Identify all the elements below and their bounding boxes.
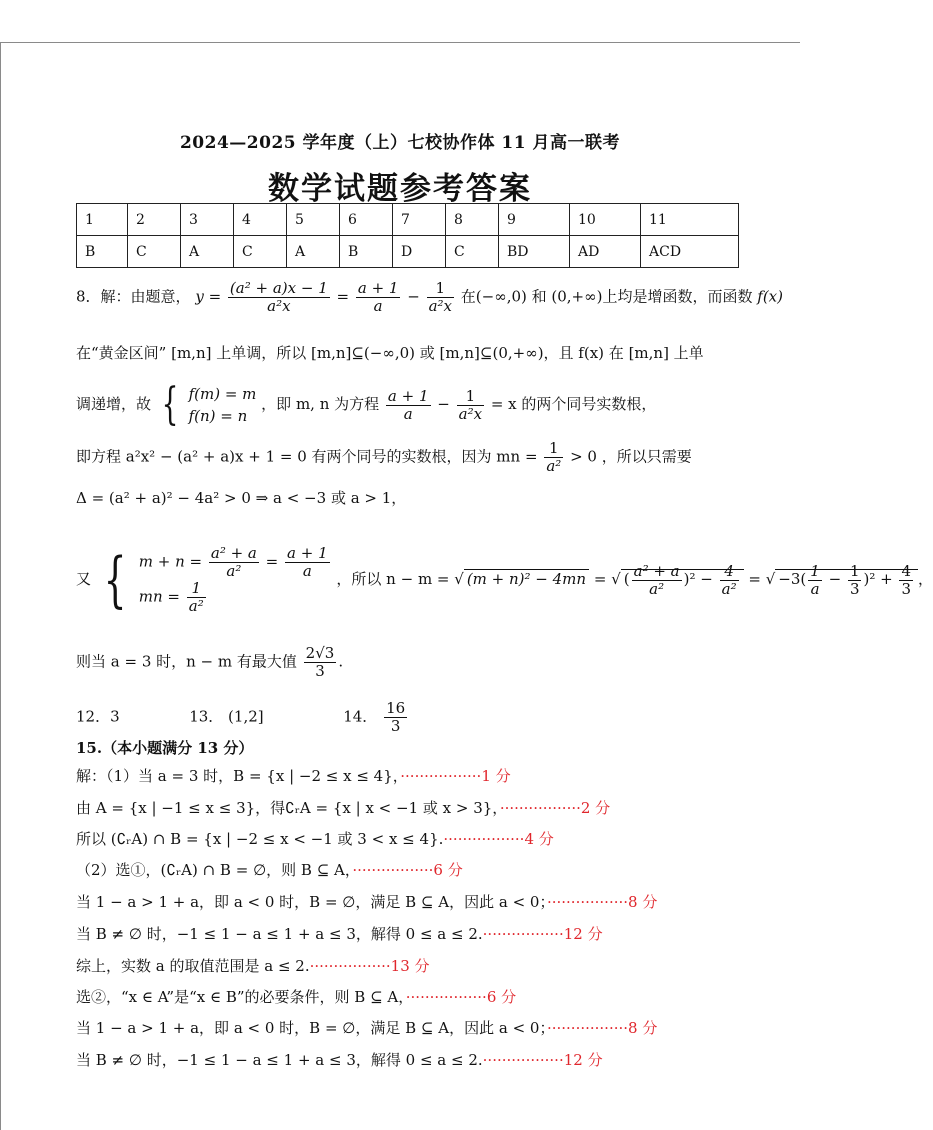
step-text: 选②，“x ∈ A”是“x ∈ B”的必要条件，则 B ⊆ A， bbox=[76, 988, 406, 1006]
question-number: 3 bbox=[181, 204, 234, 236]
page-title: 数学试题参考答案 bbox=[268, 171, 532, 207]
fraction-numerator: 1 bbox=[544, 440, 563, 458]
fraction-numerator: 1 bbox=[457, 388, 484, 406]
score-marker: ·················13 分 bbox=[309, 957, 430, 975]
fraction-denominator: 3 bbox=[849, 579, 860, 598]
q8-text: (−∞,0) 和 (0,+∞) bbox=[475, 287, 603, 306]
q15-step bbox=[76, 1018, 657, 1038]
step-text: 由 A = {x | −1 ≤ x ≤ 3}，得∁ᵣA = {x | x < −1 或 x > 3}， bbox=[76, 799, 500, 817]
answer-cell: B bbox=[340, 236, 393, 268]
question-number: 7 bbox=[393, 204, 446, 236]
score-marker: ·················12 分 bbox=[482, 925, 603, 943]
fraction-numerator: 16 bbox=[386, 699, 406, 717]
fraction-denominator: a bbox=[302, 562, 312, 580]
step-text: 当 1 − a > 1 + a，即 a < 0 时，B = ∅，满足 B ⊆ A，因此 a < 0； bbox=[76, 1019, 547, 1037]
equation-system bbox=[189, 383, 257, 427]
q15-step bbox=[76, 1050, 603, 1070]
answer-q14: 14． bbox=[343, 707, 378, 726]
q8-text: + bbox=[880, 570, 893, 588]
fraction bbox=[386, 388, 431, 423]
q8-text: ， bbox=[918, 570, 933, 588]
answer-cell: D bbox=[393, 236, 446, 268]
equation: mn = bbox=[138, 587, 180, 606]
answer-table-number-row bbox=[77, 204, 739, 236]
q8-text: 调递增，故 bbox=[76, 395, 152, 413]
q8-text: . bbox=[338, 652, 344, 671]
q8-text: > 0 ，所以只需要 bbox=[570, 447, 692, 466]
q8-text: y bbox=[195, 287, 204, 306]
q15-step bbox=[76, 860, 463, 880]
q8-text: = x 的两个同号实数根， bbox=[490, 395, 657, 413]
fraction-numerator: 1 bbox=[810, 561, 820, 580]
equation: f(n) = n bbox=[188, 407, 248, 425]
fraction-denominator: a² bbox=[649, 579, 665, 598]
answer-cell: AD bbox=[570, 236, 641, 268]
q8-line-7 bbox=[76, 645, 343, 680]
q8-text: 又 bbox=[76, 570, 92, 588]
fraction-denominator: a bbox=[373, 297, 383, 315]
fraction-denominator: a² bbox=[188, 597, 204, 615]
left-brace: { bbox=[103, 545, 127, 615]
fraction-denominator: 3 bbox=[390, 717, 401, 735]
question-number: 6 bbox=[340, 204, 393, 236]
answer-q12: 12．3 bbox=[76, 707, 120, 726]
fraction-denominator: a bbox=[810, 579, 820, 598]
question-number: 2 bbox=[128, 204, 181, 236]
fill-in-answers bbox=[76, 700, 409, 735]
q15-heading: 15.（本小题满分 13 分） bbox=[76, 739, 254, 757]
step-text: 解：（1）当 a = 3 时，B = {x | −2 ≤ x ≤ 4}， bbox=[76, 767, 401, 785]
fraction-denominator: a bbox=[403, 404, 413, 423]
fraction bbox=[720, 563, 739, 598]
fraction bbox=[285, 545, 330, 580]
fraction-numerator: 1 bbox=[849, 561, 860, 580]
q8-line-3: 调递增，故 { f(m) = m f(n) = n ，即 m, n 为方程 $\frac{a + 1}{a}$ − $\frac{1}{\text{a²x}}$ = x 的两个同号实数根， bbox=[76, 379, 657, 430]
fraction-numerator: (a² + a)x − 1 bbox=[229, 279, 328, 297]
fraction-denominator: a² bbox=[721, 579, 737, 598]
fraction-denominator: a² bbox=[226, 562, 242, 580]
fraction bbox=[848, 563, 862, 598]
question-number: 5 bbox=[287, 204, 340, 236]
answer-cell: B bbox=[77, 236, 128, 268]
step-text: 当 1 − a > 1 + a，即 a < 0 时，B = ∅，满足 B ⊆ A，因此 a < 0； bbox=[76, 893, 547, 911]
fraction bbox=[457, 388, 484, 423]
equation-system bbox=[139, 545, 332, 615]
score-marker: ·················4 分 bbox=[443, 830, 554, 848]
q8-text: −3 bbox=[778, 570, 801, 588]
fraction-denominator: a² bbox=[546, 457, 562, 475]
answer-cell: C bbox=[446, 236, 499, 268]
q8-text: f(x) bbox=[757, 287, 783, 306]
fraction bbox=[427, 280, 454, 315]
q15-step bbox=[76, 956, 430, 976]
page-border-top bbox=[0, 42, 800, 43]
q15-step bbox=[76, 924, 603, 944]
score-marker: ·················6 分 bbox=[405, 988, 517, 1006]
fraction-numerator: 2√3 bbox=[305, 644, 335, 662]
fraction bbox=[544, 440, 563, 475]
answer-cell: A bbox=[181, 236, 234, 268]
step-text: 所以 (∁ᵣA) ∩ B = {x | −2 ≤ x < −1 或 3 < x ≤ 4}. bbox=[76, 830, 444, 848]
fraction-denominator: 3 bbox=[901, 579, 912, 598]
step-text: 综上，实数 a 的取值范围是 a ≤ 2. bbox=[76, 957, 310, 975]
score-marker: ·················2 分 bbox=[499, 799, 611, 817]
step-text: 当 B ≠ ∅ 时，−1 ≤ 1 − a ≤ 1 + a ≤ 3，解得 0 ≤ a ≤ 2. bbox=[76, 925, 483, 943]
score-marker: ·················8 分 bbox=[546, 893, 658, 911]
fraction-denominator: 3 bbox=[315, 662, 325, 680]
q8-text: = bbox=[748, 570, 761, 588]
fraction-numerator: a² + a bbox=[210, 544, 257, 562]
left-brace: { bbox=[161, 379, 179, 430]
equation: m + n = bbox=[138, 552, 203, 571]
answer-cell: C bbox=[234, 236, 287, 268]
fraction-denominator: a²x bbox=[458, 404, 483, 423]
fraction-numerator: 1 bbox=[187, 580, 206, 598]
answer-cell: A bbox=[287, 236, 340, 268]
answer-table bbox=[76, 203, 739, 268]
q8-text: 则当 a = 3 时，n − m 有最大值 bbox=[76, 652, 297, 671]
fraction bbox=[899, 563, 913, 598]
fraction bbox=[187, 580, 206, 615]
fraction-numerator: 1 bbox=[427, 280, 454, 298]
q8-text: ，即 m, n 为方程 bbox=[261, 395, 380, 413]
q8-line-4 bbox=[76, 440, 692, 475]
fraction bbox=[808, 563, 822, 598]
q15-step bbox=[76, 987, 516, 1007]
fraction-numerator: a² + a bbox=[633, 561, 680, 580]
fraction bbox=[384, 700, 407, 735]
radicand: ( $\frac{\text{a² + a}}{\text{a²}}$ )² − $\frac{4}{\text{a²}}$ bbox=[621, 569, 744, 588]
radicand: (m + n)² − 4mn bbox=[464, 569, 589, 588]
fraction-numerator: 4 bbox=[901, 561, 912, 580]
q15-step bbox=[76, 892, 657, 912]
q8-text: ，所以 n − m = bbox=[336, 570, 450, 588]
q8-line-1: 8．解：由题意， y = $\frac{\text{(a² + a)x − 1}}{\text{a²x}}$ = $\frac{a + 1}{a}$ − $\frac{1}{\text{a²x}}$ 在(−∞,0) 和 (0,+∞)上均是增函数，而函数 f(x) bbox=[76, 279, 783, 315]
q8-text: 8．解：由题意， bbox=[76, 287, 191, 306]
question-number: 11 bbox=[641, 204, 739, 236]
score-marker: ·················12 分 bbox=[482, 1051, 603, 1069]
answer-cell: C bbox=[128, 236, 181, 268]
answer-q13: 13． (1,2] bbox=[189, 707, 264, 726]
answer-cell: BD bbox=[499, 236, 570, 268]
q8-text: = bbox=[593, 570, 607, 588]
radicand: −3( $\frac{1}{a}$ − $\frac{1}{3}$ )² + $\frac{4}{3}$ bbox=[775, 569, 918, 588]
question-number: 4 bbox=[234, 204, 287, 236]
fraction-denominator: a²x bbox=[267, 297, 291, 315]
equation: = bbox=[265, 552, 279, 571]
q8-text: 在 bbox=[460, 287, 476, 306]
question-number: 8 bbox=[446, 204, 499, 236]
fraction bbox=[632, 563, 682, 598]
q8-text: − bbox=[700, 570, 713, 588]
step-text: 当 B ≠ ∅ 时，−1 ≤ 1 − a ≤ 1 + a ≤ 3，解得 0 ≤ a ≤ 2. bbox=[76, 1051, 483, 1069]
fraction-numerator: a + 1 bbox=[287, 544, 328, 562]
answer-table-answer-row bbox=[77, 236, 739, 268]
q15-step bbox=[76, 766, 511, 786]
question-number: 10 bbox=[570, 204, 641, 236]
q15-step bbox=[76, 829, 554, 849]
header bbox=[0, 128, 800, 208]
q8-text: 即方程 a²x² − (a² + a)x + 1 = 0 有两个同号的实数根，因为 mn = bbox=[76, 447, 538, 466]
question-number: 9 bbox=[499, 204, 570, 236]
score-marker: ·················1 分 bbox=[400, 767, 511, 785]
fraction bbox=[304, 645, 337, 680]
score-marker: ·················6 分 bbox=[352, 861, 463, 879]
q8-line-6: 又 { m + n = $\frac{\text{a² + a}}{\text{a²}}$ = $\frac{a + 1}{a}$ mn = $\frac{1}{\text{a²}}$ ，所以 n − m = √ (m + n)² − 4mn = √ ( $\frac{\text{a² + a}}{\text{a²}}$ )² − $\frac{4}{\text{a²}}$ = √ −3( $\frac{1}{a}$ − $\frac{1}{3}$ )² + $\frac{4}{3}$ ， bbox=[76, 544, 933, 615]
fraction-numerator: a + 1 bbox=[387, 386, 429, 405]
question-number: 1 bbox=[77, 204, 128, 236]
exam-subtitle: 2024—2025 学年度（上）七校协作体 11 月高一联考 bbox=[179, 133, 621, 153]
fraction bbox=[209, 545, 259, 580]
q15-step bbox=[76, 798, 610, 818]
q8-line-5: Δ = (a² + a)² − 4a² > 0 ⇒ a < −3 或 a > 1， bbox=[76, 489, 407, 507]
score-marker: ·················8 分 bbox=[546, 1019, 658, 1037]
fraction bbox=[356, 280, 401, 315]
fraction-numerator: 4 bbox=[720, 563, 739, 581]
fraction-denominator: a²x bbox=[428, 297, 452, 315]
answer-cell: ACD bbox=[641, 236, 739, 268]
equation: f(m) = m bbox=[188, 385, 257, 403]
q8-text: 上均是增函数，而函数 bbox=[602, 287, 753, 306]
fraction bbox=[228, 280, 330, 315]
step-text: （2）选①，(∁ᵣA) ∩ B = ∅，则 B ⊆ A， bbox=[76, 861, 353, 879]
q8-line-2: 在“黄金区间” [m,n] 上单调，所以 [m,n]⊆(−∞,0) 或 [m,n]⊆(0,+∞)，且 f(x) 在 [m,n] 上单 bbox=[76, 344, 704, 362]
fraction-numerator: a + 1 bbox=[357, 279, 399, 297]
